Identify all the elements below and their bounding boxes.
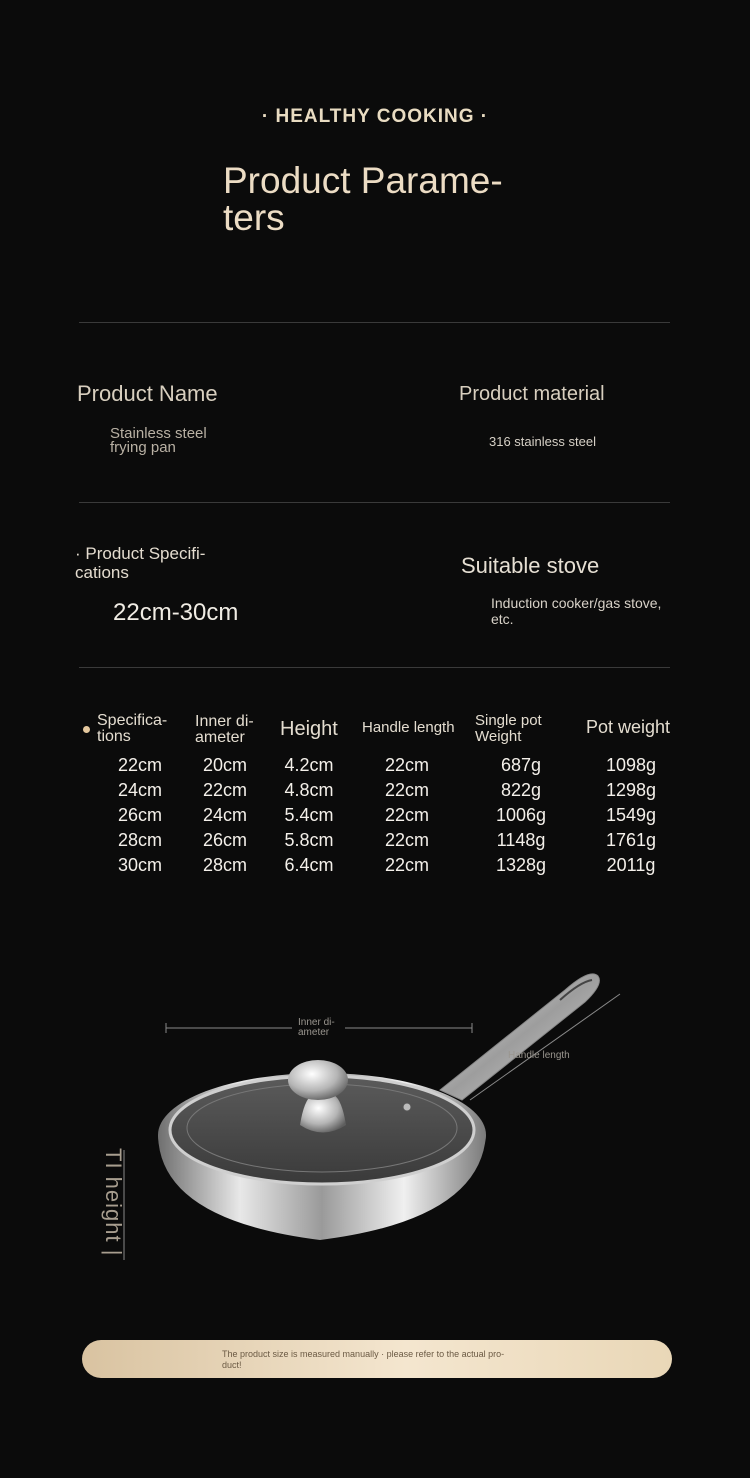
footer-note-line2: duct! — [222, 1360, 242, 1370]
label-text: ameter — [298, 1027, 330, 1038]
table-cell: 24cm — [202, 805, 247, 825]
product-name-value-line1: Stainless steel — [110, 425, 207, 442]
table-header-inner-diameter — [195, 714, 254, 746]
table-cell: 26cm — [117, 805, 162, 825]
material-value: 316 stainless steel — [489, 434, 596, 449]
height-label: TI height | — [101, 1148, 126, 1257]
table-cell: 1761g — [605, 830, 657, 850]
table-cell: 22cm — [384, 805, 429, 825]
specs-range-value: 22cm-30cm — [113, 599, 239, 626]
table-cell: 5.4cm — [284, 805, 334, 825]
specs-label-line2: cations — [75, 563, 129, 582]
header-text: Inner di- — [195, 713, 254, 730]
stove-value — [491, 595, 661, 627]
table-cell: 2011g — [606, 855, 656, 875]
table-cell: 4.2cm — [284, 755, 334, 775]
table-cell: 28cm — [202, 855, 247, 875]
table-cell: 30cm — [117, 855, 162, 875]
table-cell: 22cm — [384, 855, 429, 875]
table-cell: 26cm — [202, 830, 247, 850]
table-cell: 1006g — [495, 805, 547, 825]
divider — [79, 322, 670, 323]
table-cell: 22cm — [202, 780, 247, 800]
inner-diameter-label — [298, 1018, 335, 1038]
table-cell: 22cm — [384, 780, 429, 800]
stove-label: Suitable stove — [461, 553, 600, 578]
table-cell: 6.4cm — [284, 855, 334, 875]
product-name-label: Product Name — [77, 381, 218, 406]
table-cell: 1148g — [496, 830, 546, 850]
stove-value-line2: etc. — [491, 611, 514, 627]
eyebrow-heading: · HEALTHY COOKING · — [261, 106, 489, 127]
table-header-height: Height — [280, 718, 338, 740]
table-cell: 24cm — [117, 780, 162, 800]
header-text: Weight — [475, 728, 522, 745]
header-text: Single pot — [475, 712, 542, 729]
page-title-line1: Product Parame- — [223, 160, 503, 201]
divider — [79, 667, 670, 668]
table-header-specifications — [97, 713, 167, 745]
specs-label — [75, 544, 205, 582]
table-cell: 1098g — [605, 755, 657, 775]
table-header-single-pot-weight — [475, 713, 542, 745]
specs-label-line1: · Product Specifi- — [75, 544, 206, 563]
header-text: ameter — [195, 729, 245, 746]
product-name-value-line2: frying pan — [110, 439, 176, 456]
table-cell: 5.8cm — [284, 830, 334, 850]
bullet-dot — [83, 726, 90, 733]
table-cell: 1328g — [495, 855, 547, 875]
label-text: Inner di- — [298, 1017, 335, 1028]
footer-note — [222, 1349, 562, 1371]
page-title-line2: ters — [223, 197, 285, 238]
handle-length-label: Handle length — [508, 1050, 570, 1061]
header-text: tions — [97, 728, 131, 745]
table-cell: 28cm — [117, 830, 162, 850]
material-label: Product material — [459, 383, 605, 405]
table-cell: 687g — [500, 755, 542, 775]
table-cell: 4.8cm — [284, 780, 334, 800]
table-cell: 20cm — [202, 755, 247, 775]
footer-note-bar — [82, 1340, 672, 1378]
table-cell: 822g — [500, 780, 542, 800]
header-text: Specifica- — [97, 712, 168, 729]
table-cell: 22cm — [384, 830, 429, 850]
table-cell: 22cm — [117, 755, 162, 775]
table-cell: 22cm — [384, 755, 429, 775]
footer-note-line1: The product size is measured manually · please refer to the actual pro- — [222, 1349, 505, 1359]
table-cell: 1298g — [605, 780, 657, 800]
page-title — [223, 162, 543, 236]
table-header-pot-weight: Pot weight — [586, 717, 671, 737]
table-header-handle-length: Handle length — [362, 719, 455, 736]
divider — [79, 502, 670, 503]
stove-value-line1: Induction cooker/gas stove, — [491, 595, 662, 611]
product-name-value — [110, 427, 207, 455]
table-cell: 1549g — [605, 805, 657, 825]
